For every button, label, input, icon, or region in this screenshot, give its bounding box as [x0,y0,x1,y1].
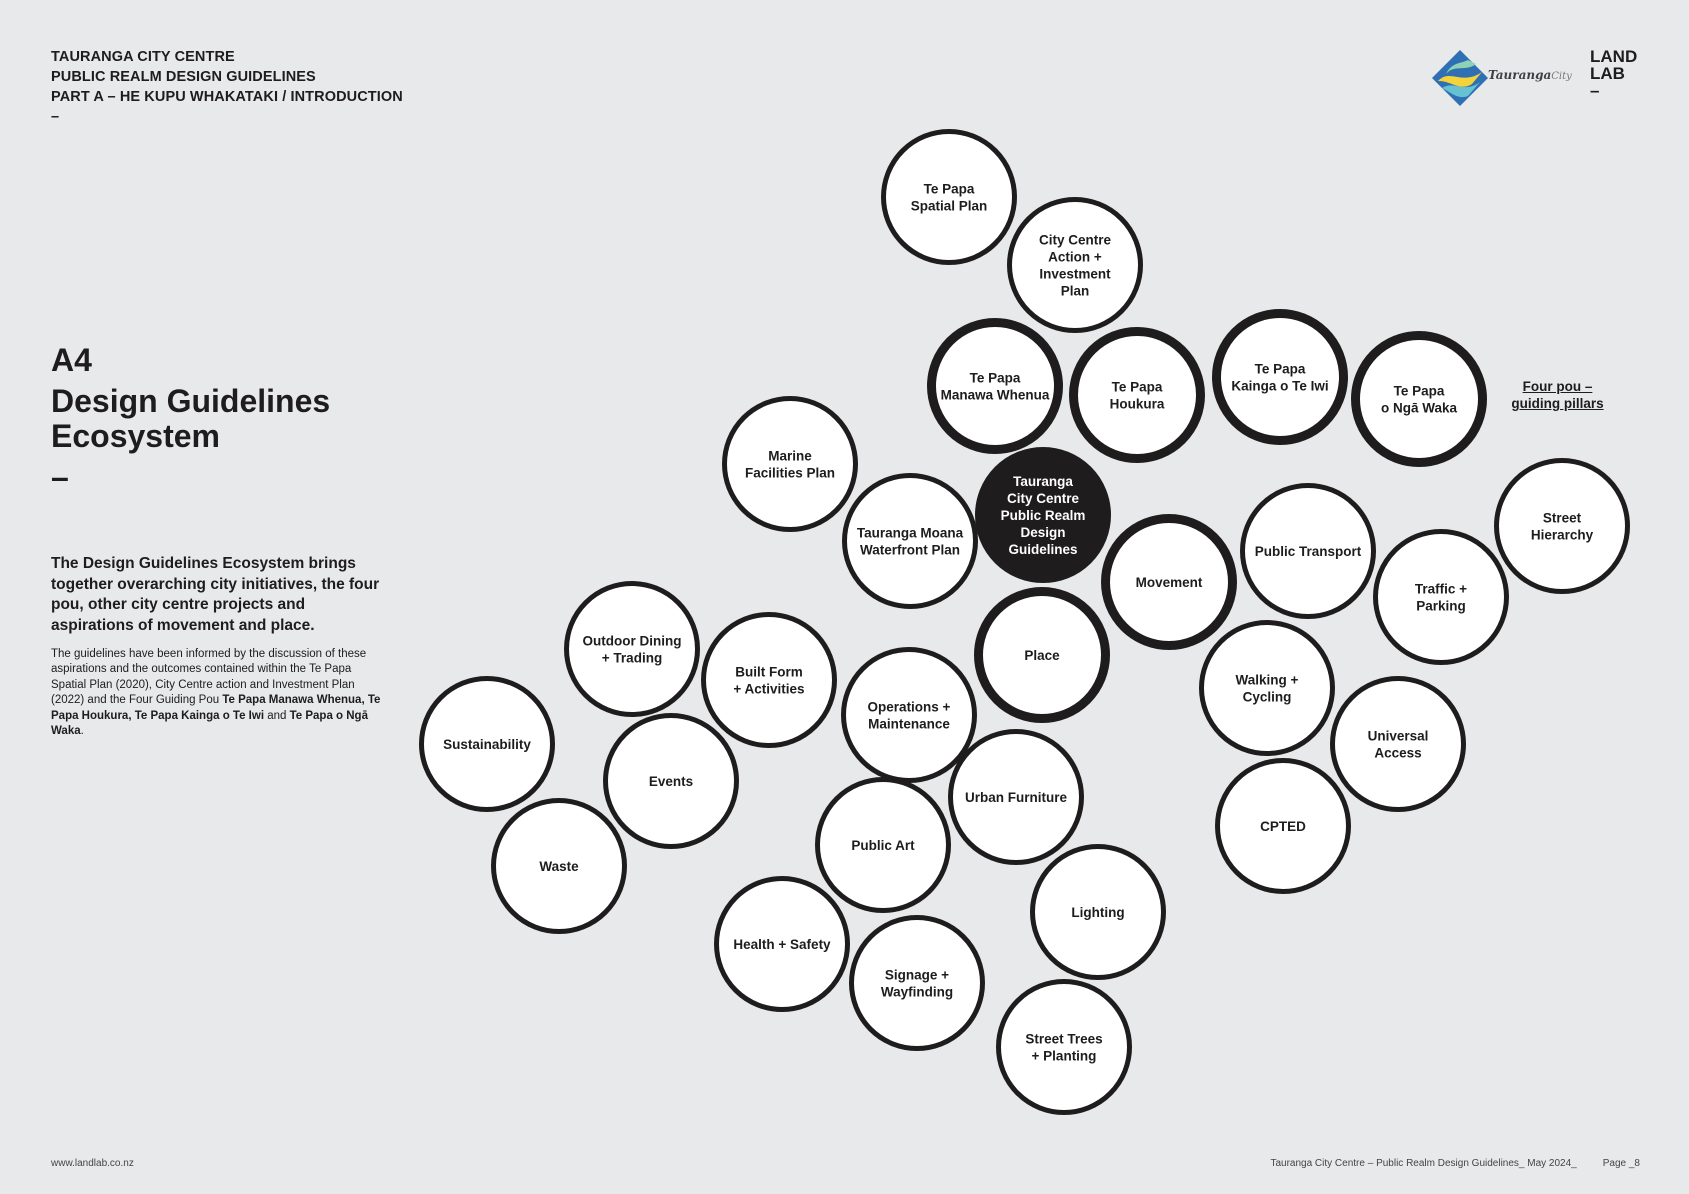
circle-street-trees-planting [999,982,1130,1113]
label-te-papa-spatial-plan-line-1: Te Papa [923,181,975,197]
label-traffic-parking-line-2: Parking [1416,598,1466,614]
four-pou-link[interactable] [1505,378,1610,412]
label-te-papa-kainga-o-te-iwi-line-1: Te Papa [1254,361,1306,377]
circle-universal-access [1333,679,1464,810]
circle-street-hierarchy [1497,461,1628,592]
node-walking-cycling [1202,623,1333,754]
body-and: and [264,709,290,722]
label-place-line-1: Place [1024,648,1060,663]
circle-city-centre-action-investment-plan [1010,200,1141,331]
label-marine-facilities-plan-line-1: Marine [768,448,812,464]
label-outdoor-dining-trading-line-2: + Trading [601,650,663,666]
label-waste-line-1: Waste [539,859,579,874]
label-city-centre-action-investment-plan-line-2: Action + [1048,249,1102,265]
node-city-centre-action-investment-plan [1010,200,1141,331]
node-public-transport [1243,486,1374,617]
node-lighting [1033,847,1164,978]
node-street-trees-planting [999,982,1130,1113]
lead-paragraph: The Design Guidelines Ecosystem brings together overarching city initiatives, the four pou, other city centre projects and aspirations of movement and place. [51,555,380,634]
footer-document-title: Tauranga City Centre – Public Realm Design Guidelines_ May 2024_ [1270,1158,1577,1169]
node-sustainability [422,679,553,810]
label-public-transport-line-1: Public Transport [1254,544,1362,559]
label-walking-cycling-line-1: Walking + [1235,672,1299,688]
label-te-papa-spatial-plan-line-2: Spatial Plan [910,198,988,214]
landlab-line-1: LAND [1590,47,1638,66]
label-te-papa-manawa-whenua-line-1: Te Papa [969,370,1021,386]
node-traffic-parking [1376,532,1507,663]
circle-te-papa-kainga-o-te-iwi [1217,314,1344,441]
body-intro: The guidelines have been informed by the discussion of these aspirations and the outcomes contained within the Te Papa Spatial Plan (2020), City Centre action and Investment Plan (2022) and the Four Guiding Pou [51,648,367,707]
body-last-pou: Te Papa o Ngā Waka [51,709,368,738]
label-tauranga-moana-waterfront-plan-line-1: Tauranga Moana [856,525,964,541]
circle-te-papa-spatial-plan [884,132,1015,263]
label-walking-cycling-line-2: Cycling [1242,689,1292,705]
node-te-papa-houkura [1074,332,1201,459]
council-wordmark-city: City [1551,71,1572,82]
label-te-papa-houkura-line-1: Te Papa [1111,379,1163,395]
label-signage-wayfinding-line-2: Wayfinding [880,984,954,1000]
node-built-form-activities [704,615,835,746]
node-movement [1106,519,1233,646]
label-public-realm-design-guidelines-line-4: Design [1020,525,1066,540]
label-te-papa-manawa-whenua-line-2: Manawa Whenua [940,387,1050,403]
circle-te-papa-houkura [1074,332,1201,459]
label-public-realm-design-guidelines-line-5: Guidelines [1008,542,1078,557]
label-tauranga-moana-waterfront-plan-line-2: Waterfront Plan [859,542,961,558]
label-universal-access-line-1: Universal [1367,728,1429,744]
node-street-hierarchy [1497,461,1628,592]
circle-te-papa-o-nga-waka [1356,336,1483,463]
label-city-centre-action-investment-plan-line-4: Plan [1060,283,1090,299]
circle-marine-facilities-plan [725,399,856,530]
node-te-papa-kainga-o-te-iwi [1217,314,1344,441]
label-te-papa-o-nga-waka-line-1: Te Papa [1393,383,1445,399]
node-te-papa-spatial-plan [884,132,1015,263]
body-pou-names: Te Papa Manawa Whenua, Te Papa Houkura, Te Papa Kainga o Te Iwi [51,694,381,722]
label-signage-wayfinding-line-1: Signage + [884,967,950,983]
circle-outdoor-dining-trading [567,584,698,715]
four-pou-line-1: Four pou – [1522,379,1593,394]
circle-walking-cycling [1202,623,1333,754]
label-movement-line-1: Movement [1135,575,1203,590]
circle-traffic-parking [1376,532,1507,663]
label-public-art-line-1: Public Art [851,838,915,853]
node-public-art [818,780,949,911]
label-public-realm-design-guidelines-line-2: City Centre [1006,491,1080,506]
node-urban-furniture [951,732,1082,863]
node-public-realm-design-guidelines [978,450,1109,581]
label-te-papa-houkura-line-2: Houkura [1109,396,1165,412]
four-pou-line-2: guiding pillars [1511,396,1604,411]
label-urban-furniture-line-1: Urban Furniture [964,790,1068,805]
label-marine-facilities-plan-line-2: Facilities Plan [744,465,836,481]
node-health-safety [717,879,848,1010]
label-health-safety-line-1: Health + Safety [733,937,831,952]
label-operations-maintenance-line-2: Maintenance [868,716,950,732]
header-dash: – [51,109,60,125]
label-outdoor-dining-trading-line-1: Outdoor Dining [582,633,682,649]
label-street-hierarchy-line-2: Hierarchy [1530,527,1594,543]
node-place [979,592,1106,719]
circle-signage-wayfinding [852,918,983,1049]
council-wordmark-text: Tauranga [1488,68,1552,82]
body-end: . [80,725,84,738]
label-city-centre-action-investment-plan-line-3: Investment [1039,266,1111,282]
label-traffic-parking-line-1: Traffic + [1414,581,1468,597]
label-events-line-1: Events [648,774,694,789]
node-operations-maintenance [844,650,975,781]
node-tauranga-moana-waterfront-plan [845,476,976,607]
header-line-1: TAURANGA CITY CENTRE [51,49,235,65]
section-code: A4 [51,342,92,378]
label-street-trees-planting-line-1: Street Trees [1025,1031,1103,1047]
circle-operations-maintenance [844,650,975,781]
header-line-2: PUBLIC REALM DESIGN GUIDELINES [51,69,316,85]
node-te-papa-o-nga-waka [1356,336,1483,463]
section-title-line-1: Design Guidelines [51,383,331,419]
label-built-form-activities-line-1: Built Form [735,664,803,680]
label-public-realm-design-guidelines-line-3: Public Realm [1000,508,1086,523]
label-built-form-activities-line-2: + Activities [733,681,805,697]
label-universal-access-line-2: Access [1374,745,1422,761]
label-te-papa-o-nga-waka-line-2: o Ngā Waka [1380,400,1458,416]
footer-website[interactable]: www.landlab.co.nz [51,1158,134,1169]
label-te-papa-kainga-o-te-iwi-line-2: Kainga o Te Iwi [1231,378,1329,394]
circle-te-papa-manawa-whenua [932,323,1059,450]
label-lighting-line-1: Lighting [1071,905,1125,920]
label-city-centre-action-investment-plan-line-1: City Centre [1038,232,1112,248]
node-marine-facilities-plan [725,399,856,530]
circle-tauranga-moana-waterfront-plan [845,476,976,607]
landlab-line-2: LAB [1590,64,1625,83]
landlab-dash: – [1590,81,1600,100]
label-sustainability-line-1: Sustainability [443,737,531,752]
label-operations-maintenance-line-1: Operations + [867,699,951,715]
section-dash: – [51,459,69,495]
header-line-3: PART A – HE KUPU WHAKATAKI / INTRODUCTION [51,89,403,105]
node-universal-access [1333,679,1464,810]
node-cpted [1218,761,1349,892]
node-signage-wayfinding [852,918,983,1049]
footer-document-info [1270,1158,1640,1169]
label-cpted-line-1: CPTED [1260,819,1306,834]
label-street-hierarchy-line-1: Street [1542,510,1582,526]
node-waste [494,801,625,932]
node-events [606,716,737,847]
circle-built-form-activities [704,615,835,746]
label-public-realm-design-guidelines-line-1: Tauranga [1013,474,1073,489]
page-number: Page _8 [1602,1158,1640,1169]
label-street-trees-planting-line-2: + Planting [1031,1048,1097,1064]
node-te-papa-manawa-whenua [932,323,1059,450]
node-outdoor-dining-trading [567,584,698,715]
section-title-line-2: Ecosystem [51,418,220,454]
